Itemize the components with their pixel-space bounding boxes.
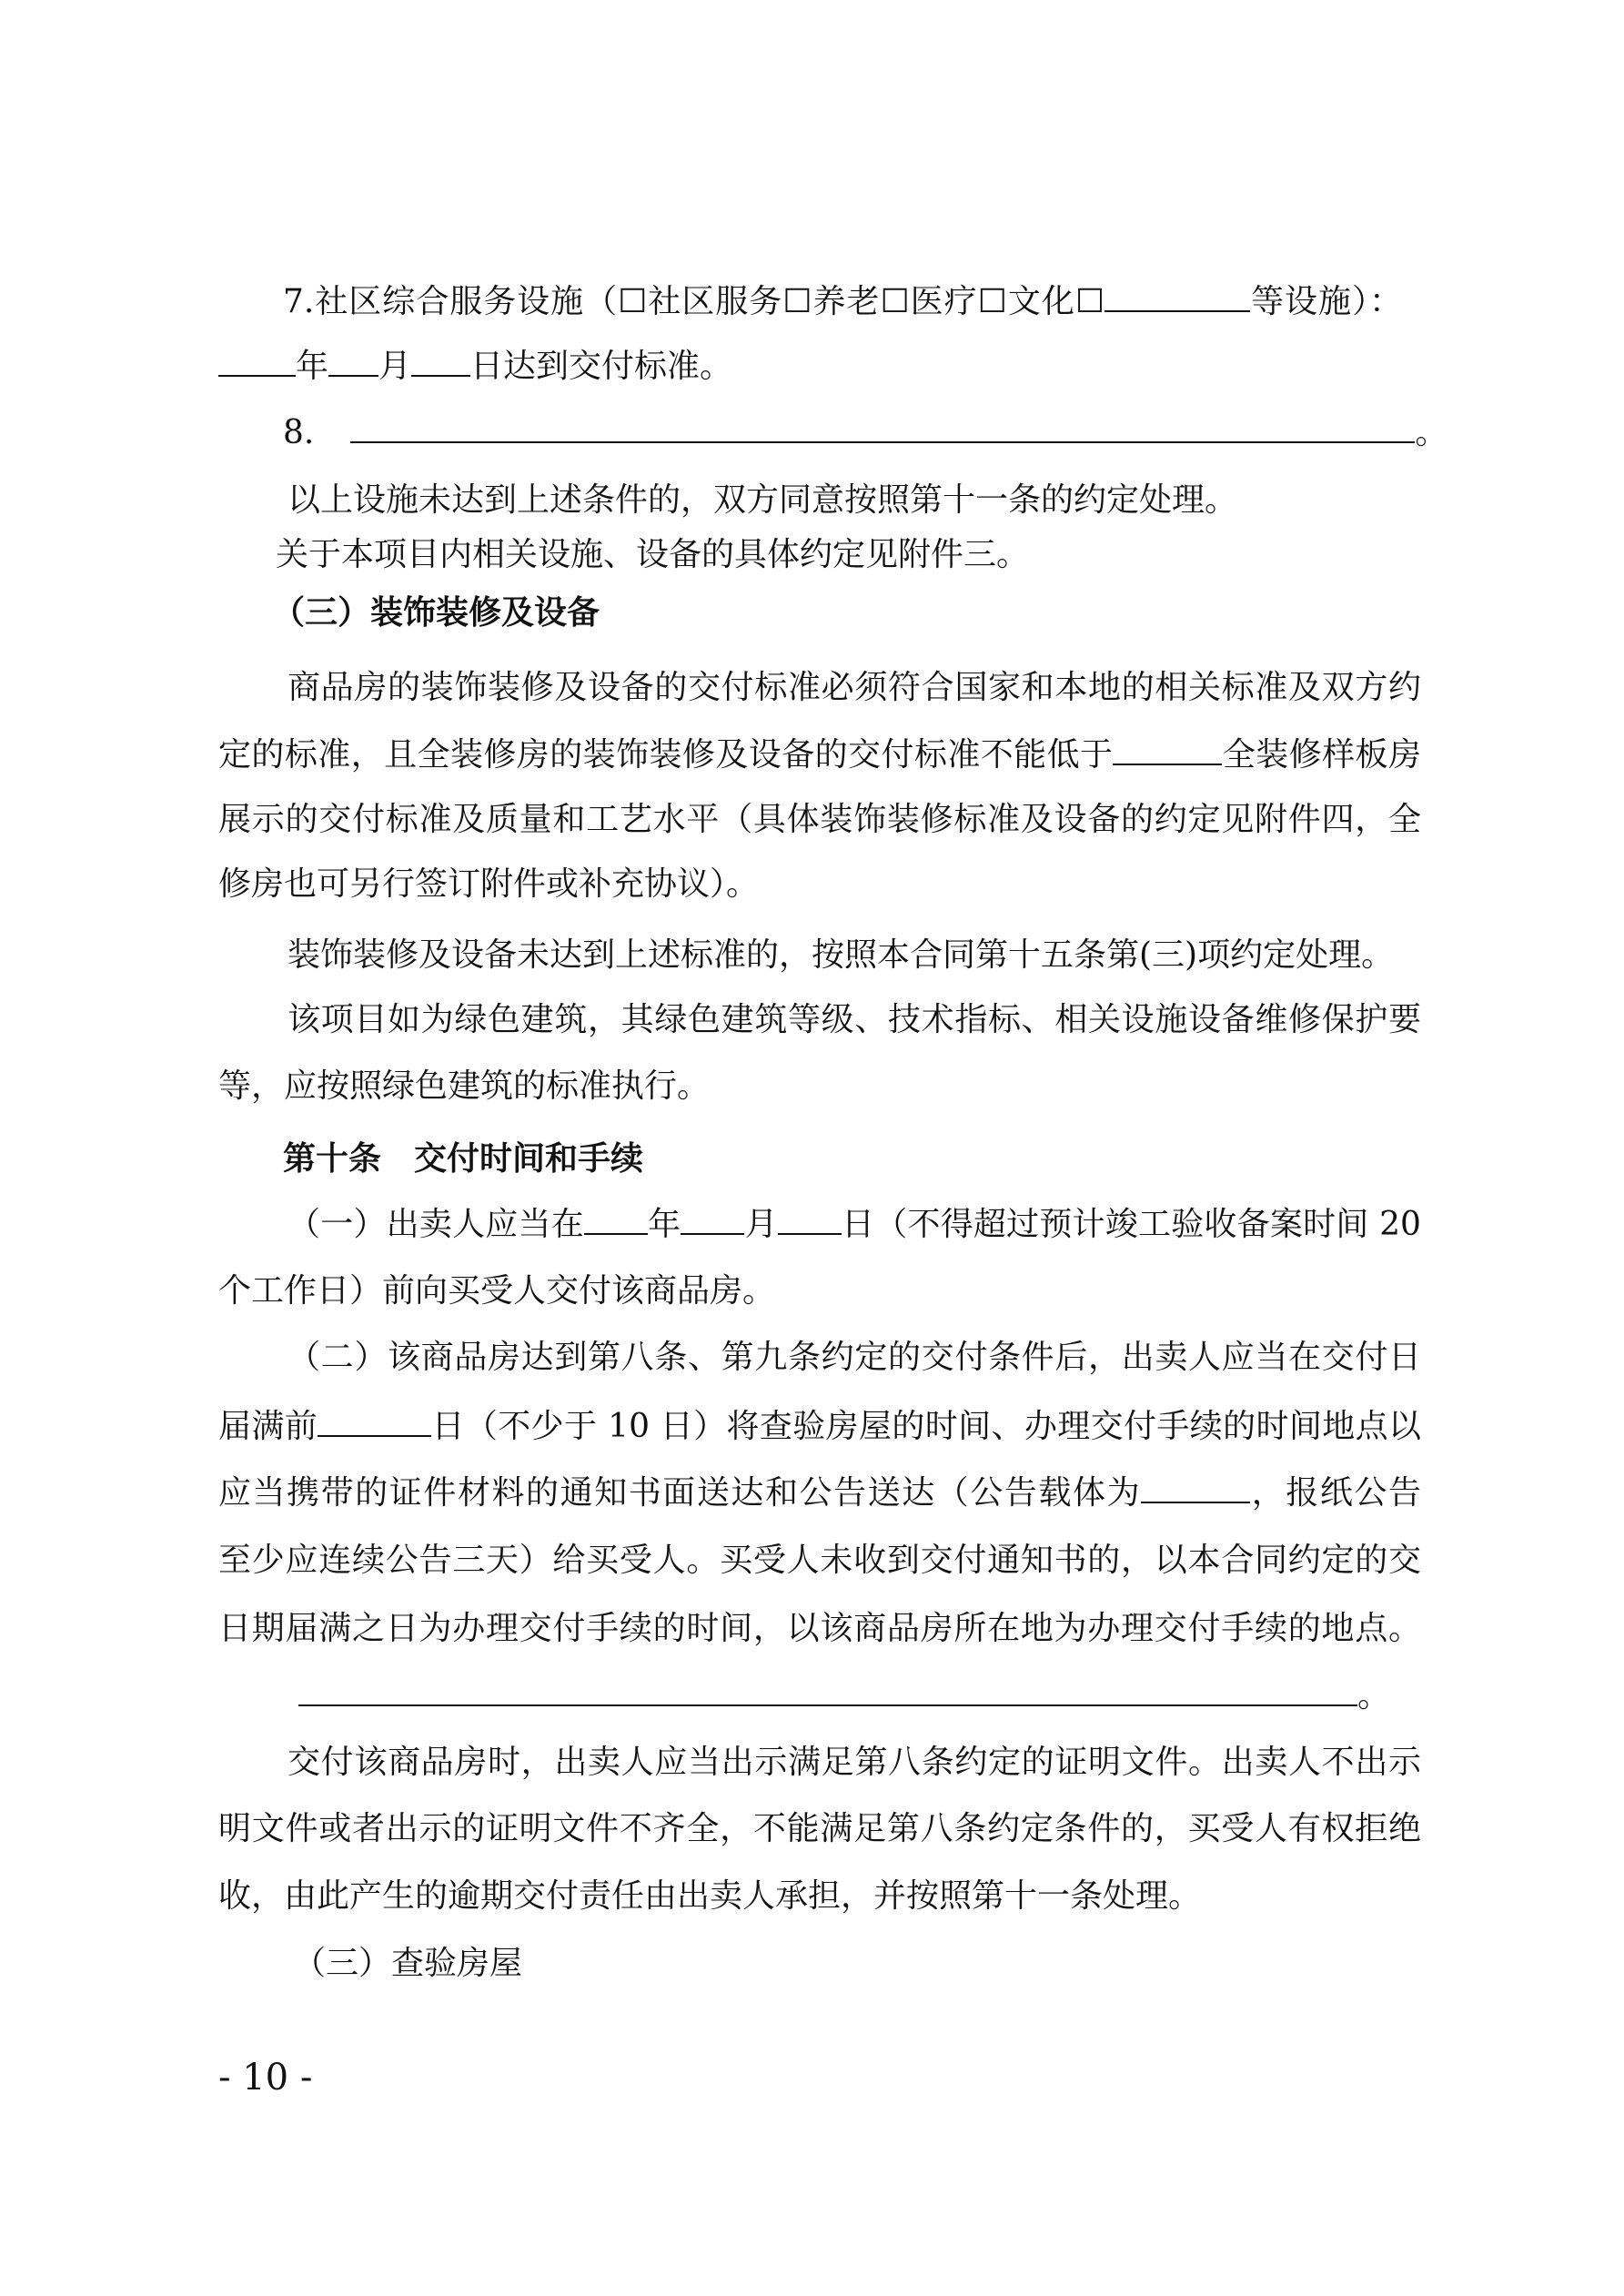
paragraph: 展示的交付标准及质量和工艺水平（具体装饰装修标准及设备的约定见附件四，全 [218,801,1421,838]
text: 年 [296,348,329,385]
text: 8. [283,414,315,451]
text: 日（不少于 10 日）将查验房屋的时间、办理交付手续的时间地点以 [431,1408,1421,1445]
paragraph: 收，由此产生的逾期交付责任由出卖人承担，并按照第十一条处理。 [218,1877,1202,1915]
text: 。 [1357,1677,1391,1714]
paragraph: 该项目如为绿色建筑，其绿色建筑等级、技术指标、相关设施设备维修保护要 [287,1001,1421,1038]
text: 应当携带的证件材料的通知书面送达和公告送达（公告载体为 [218,1474,1142,1512]
text: 定的标准，且全装修房的装饰装修及设备的交付标准不能低于 [218,736,1114,774]
paragraph: 明文件或者出示的证明文件不齐全，不能满足第八条约定条件的，买受人有权拒绝 [218,1810,1421,1847]
text: 月 [744,1206,778,1243]
year-blank[interactable] [218,348,296,377]
days-blank[interactable] [318,1408,431,1437]
text: 等设施）： [1250,283,1402,320]
year-blank[interactable] [584,1206,648,1235]
text: 年 [647,1206,681,1243]
paragraph: 商品房的装饰装修及设备的交付标准必须符合国家和本地的相关标准及双方约 [287,669,1421,706]
paragraph [218,1406,1421,1448]
page-number: - 10 - [218,2057,313,2099]
item-8-blank[interactable] [350,414,1415,443]
text: 日（不得超过预计竣工验收备案时间 20 [841,1206,1421,1243]
paragraph: 装饰装修及设备未达到上述标准的，按照本合同第十五条第(三)项约定处理。 [287,936,1395,974]
item-8 [283,412,1447,454]
day-blank[interactable] [411,348,470,377]
blank-field[interactable] [1105,283,1250,312]
text: 届满前 [218,1408,318,1445]
paragraph: 个工作日）前向买受人交付该商品房。 [218,1272,776,1310]
paragraph: 修房也可另行签订附件或补充协议）。 [218,865,760,903]
supplementary-blank[interactable] [298,1677,1357,1706]
subsection-heading: （三）查验房屋 [293,1945,523,1982]
text: 月 [378,348,412,385]
text: （一）出卖人应当在 [287,1206,584,1243]
section-heading: （三）装饰装修及设备 [272,593,600,632]
paragraph: （二）该商品房达到第八条、第九条约定的交付条件后，出卖人应当在交付日 [287,1339,1421,1376]
text: ，报纸公告 [1250,1474,1421,1512]
item-7-community-facilities [283,281,1402,323]
paragraph: 关于本项目内相关设施、设备的具体约定见附件三。 [276,536,1030,573]
blank-field[interactable] [1113,736,1222,765]
paragraph: 等，应按照绿色建筑的标准执行。 [218,1067,711,1105]
month-blank[interactable] [328,348,378,377]
paragraph [218,1472,1421,1514]
text: 。 [1415,414,1448,451]
paragraph: 交付该商品房时，出卖人应当出示满足第八条约定的证明文件。出卖人不出示 [287,1744,1421,1781]
day-blank[interactable] [778,1206,842,1235]
paragraph: 以上设施未达到上述条件的，双方同意按照第十一条的约定处理。 [287,481,1238,519]
month-blank[interactable] [681,1206,744,1235]
text: 7.社区综合服务设施（☐社区服务☐养老☐医疗☐文化☐ [283,283,1105,320]
text: 日达到交付标准。 [470,348,733,385]
text: 全装修样板房 [1222,736,1421,774]
announcement-medium-blank[interactable] [1141,1474,1250,1503]
paragraph: 日期届满之日为办理交付手续的时间，以该商品房所在地为办理交付手续的地点。 [218,1610,1421,1647]
article-heading: 第十条 交付时间和手续 [283,1139,644,1178]
paragraph [218,734,1421,776]
paragraph [287,1204,1421,1246]
supplementary-line [298,1675,1390,1717]
paragraph: 至少应连续公告三天）给买受人。买受人未收到交付通知书的，以本合同约定的交 [218,1542,1421,1579]
item-7-date-line [218,346,732,388]
